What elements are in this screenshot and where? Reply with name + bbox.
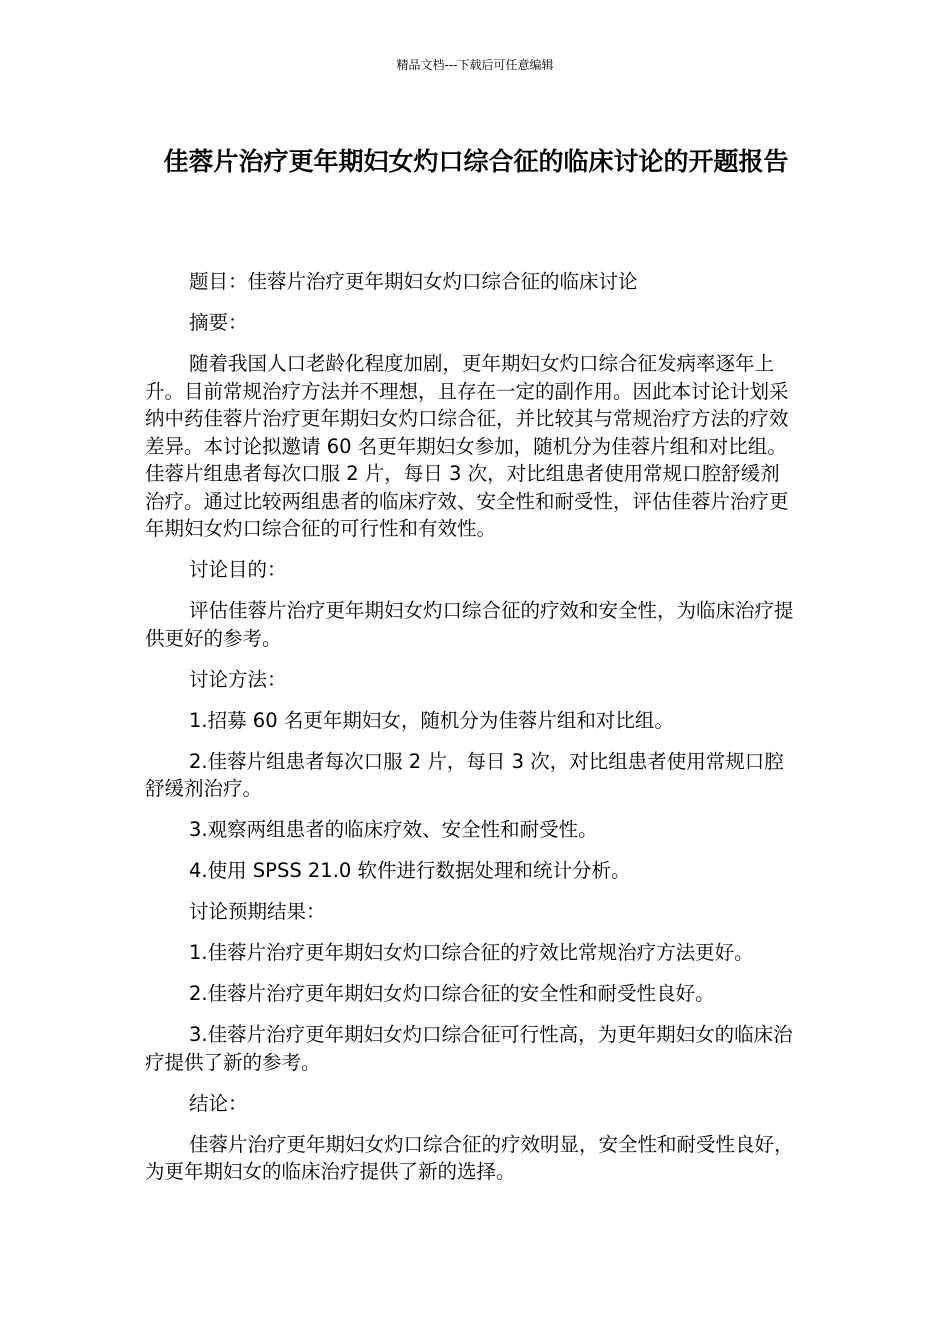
result-item: 3.佳蓉片治疗更年期妇女灼口综合征可行性高，为更年期妇女的临床治疗提供了新的参考。 [145,1023,793,1074]
header-note: 精品文档---下载后可任意编辑 [396,58,554,72]
paragraph-conclusion: 佳蓉片治疗更年期妇女灼口综合征的疗效明显，安全性和耐受性良好，为更年期妇女的临床治疗提供了新的选择。 [145,1132,794,1183]
result-item: 1.佳蓉片治疗更年期妇女灼口综合征的疗效比常规治疗方法更好。 [189,941,754,964]
heading-expected-results: 讨论预期结果： [189,900,326,923]
heading-conclusion: 结论： [189,1091,248,1115]
paragraph-purpose: 评估佳蓉片治疗更年期妇女灼口综合征的疗效和安全性，为临床治疗提供更好的参考。 [145,599,794,650]
method-item: 4.使用 SPSS 21.0 软件进行数据处理和统计分析。 [189,859,631,882]
method-item: 2.佳蓉片组患者每次口服 2 片，每日 3 次，对比组患者使用常规口腔舒缓剂治疗。 [145,749,784,800]
heading-methods: 讨论方法： [189,667,287,691]
paragraph-abstract: 随着我国人口老龄化程度加剧，更年期妇女灼口综合征发病率逐年上升。目前常规治疗方法并不理想，且存在一定的副作用。因此本讨论计划采纳中药佳蓉片治疗更年期妇女灼口综合征，并比较其与常规治疗方法的疗效差异。本讨论拟邀请 60 名更年期妇女参加，随机分为佳蓉片组和对比组。佳蓉片组患者每次口服 2 片，每日 3 次，对比组患者使用常规口腔舒缓剂治疗。通过比较两组患者的临床疗效、安全性和耐受性，评估佳蓉片治疗更年期妇女灼口综合征的可行性和有效性。 [145,352,789,540]
document-title: 佳蓉片治疗更年期妇女灼口综合征的临床讨论的开题报告 [163,147,789,176]
paragraph-topic: 题目：佳蓉片治疗更年期妇女灼口综合征的临床讨论 [189,270,638,293]
heading-purpose: 讨论目的： [189,558,287,581]
method-item: 1.招募 60 名更年期妇女，随机分为佳蓉片组和对比组。 [189,708,674,732]
result-item: 2.佳蓉片治疗更年期妇女灼口综合征的安全性和耐受性良好。 [189,982,715,1005]
document-body [145,268,795,1199]
heading-abstract: 摘要： [189,311,248,334]
method-item: 3.观察两组患者的临床疗效、安全性和耐受性。 [189,818,598,841]
